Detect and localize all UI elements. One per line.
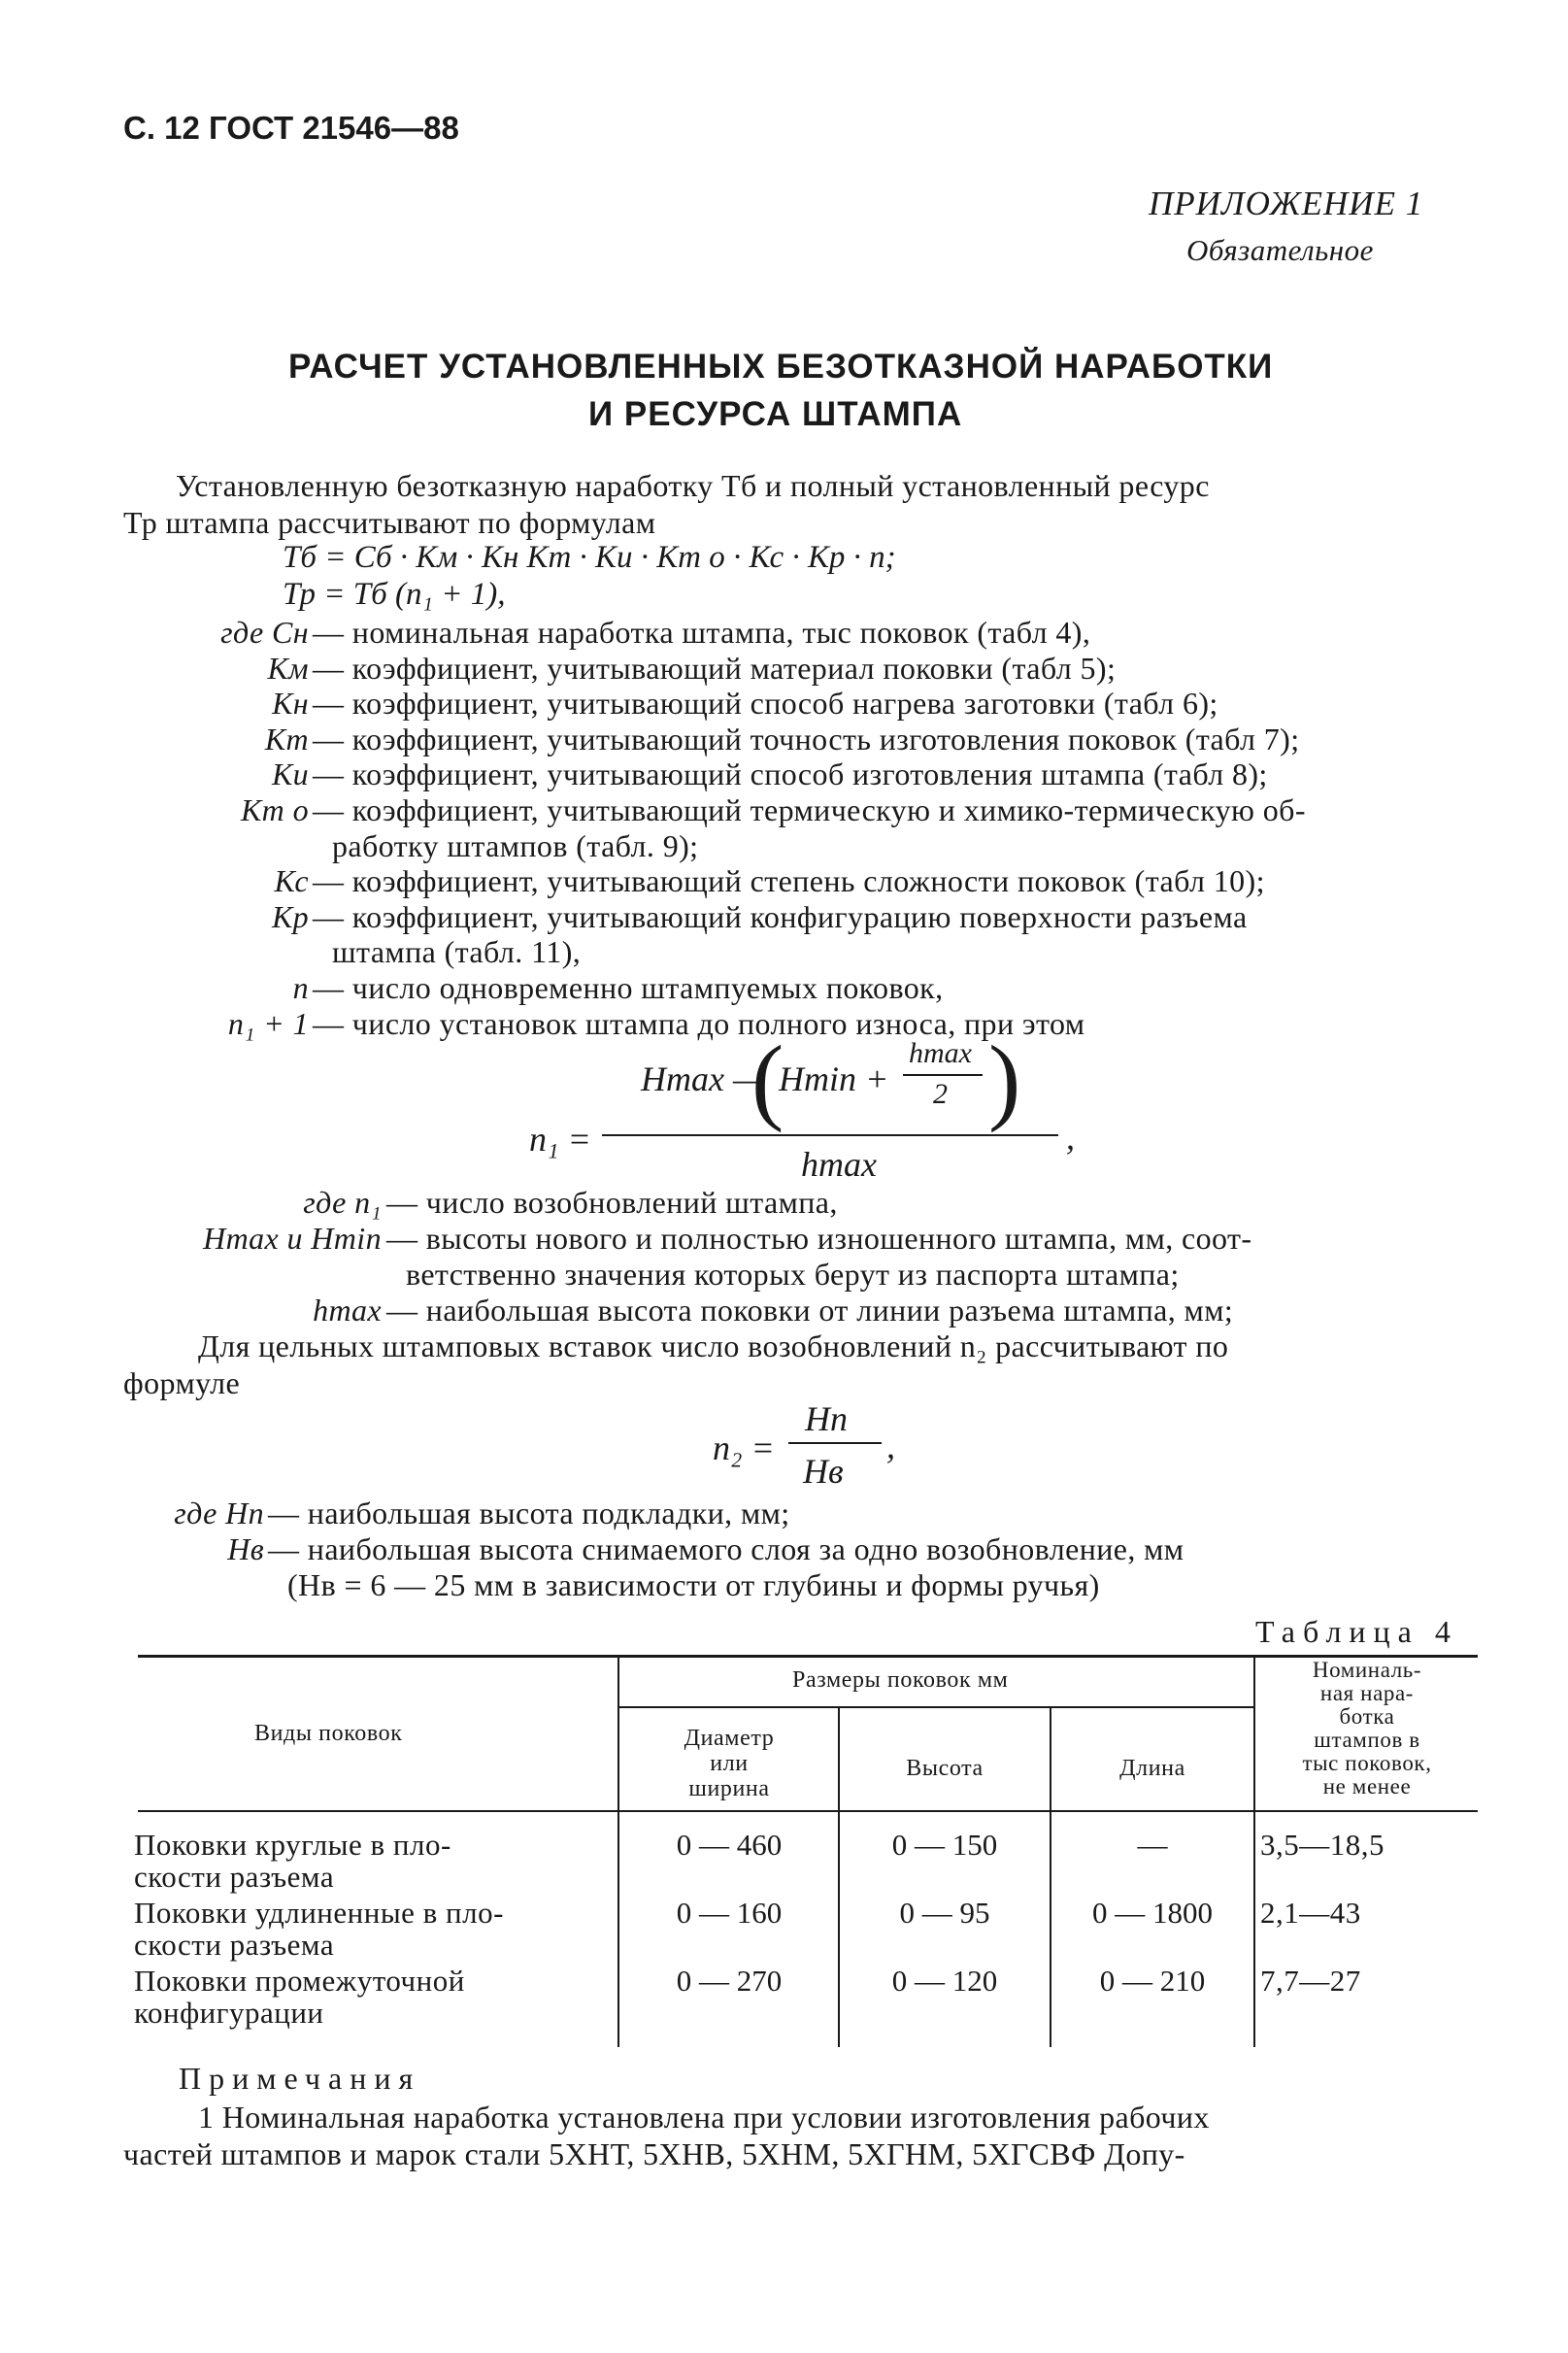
definition-text-continued: работку штампов (табл. 9);: [332, 827, 699, 863]
fraction-bar-n1: [602, 1134, 1058, 1136]
formula-tb: Тб = Сб · Км · Кн Кт · Ки · Кт о · Кс · Кр · n;: [283, 540, 896, 575]
definition-symbol: Ки: [271, 756, 309, 792]
definition-symbol: Кр: [271, 898, 309, 934]
table-cell-nominal: 7,7—27: [1260, 1964, 1361, 1998]
table-cell-height: 0 — 150: [891, 1828, 998, 1862]
table-cell-length: —: [1137, 1828, 1168, 1862]
n1-numerator-a: Hmax —: [641, 1059, 764, 1098]
definition-text: — высоты нового и полностью изношенного штампа, мм, соот-: [386, 1221, 1252, 1256]
definition-text: — коэффициент, учитывающий степень сложности поковок (табл 10);: [313, 863, 1265, 899]
definition-text: — коэффициент, учитывающий конфигурацию поверхности разъема: [313, 898, 1248, 934]
n2-numerator: Hп: [805, 1399, 848, 1438]
n1-lhs: n₁ =: [529, 1120, 591, 1159]
col-height-header: Высота: [906, 1756, 984, 1781]
col-sizes-header: Размеры поковок мм: [792, 1667, 1009, 1693]
n1-numerator-b: Hmin +: [779, 1059, 889, 1098]
table-cell-kind-continued: конфигурации: [134, 1996, 324, 2030]
inner-fraction-bar: [903, 1074, 983, 1076]
definition-symbol: n: [292, 970, 309, 1005]
definition-text: — коэффициент, учитывающий способ изготовления штампа (табл 8);: [313, 756, 1268, 792]
definition-symbol: n₁ + 1: [227, 1005, 309, 1041]
definition-symbol: Км: [267, 650, 309, 686]
fraction-bar-n2: [788, 1442, 882, 1444]
left-paren: (: [751, 1025, 784, 1133]
table-cell-kind-continued: скости разъема: [134, 1928, 335, 1962]
intro-line-2: Тр штампа рассчитывают по формулам: [123, 505, 656, 540]
n1-inner-numerator: hmax: [909, 1037, 972, 1069]
definition-text: — число одновременно штампуемых поковок,: [313, 970, 944, 1005]
n2-comma: ,: [886, 1427, 895, 1465]
definition-symbol: где Hп: [174, 1496, 264, 1530]
definition-text: — коэффициент, учитывающий способ нагрева заготовки (табл 6);: [313, 686, 1218, 722]
definition-text: — коэффициент, учитывающий термическую и химико-термическую об-: [313, 792, 1306, 827]
definition-text: — наибольшая высота подкладки, мм;: [268, 1496, 790, 1530]
right-paren: ): [988, 1025, 1021, 1133]
notes-heading: Примечания: [179, 2061, 421, 2096]
table-cell-kind: Поковки промежуточной: [134, 1964, 465, 1998]
table-cell-kind: Поковки удлиненные в пло-: [134, 1896, 504, 1930]
n2-lhs: n₂ =: [713, 1429, 775, 1467]
definition-text: — число установок штампа до полного износа, при этом: [313, 1005, 1085, 1041]
table-cell-height: 0 — 95: [899, 1896, 990, 1930]
table-subheader-rule: [617, 1706, 1253, 1708]
definition-symbol: hmax: [313, 1293, 382, 1328]
table-vline-4: [1253, 1657, 1255, 2047]
definition-text: — номинальная наработка штампа, тыс поковок (табл 4),: [313, 615, 1091, 650]
n2-denominator: Hв: [803, 1452, 844, 1491]
appendix-title: ПРИЛОЖЕНИЕ 1: [1149, 185, 1424, 222]
col-nominal-header: Номиналь- ная нара- ботка штампов в тыс поковок, не менее: [1302, 1658, 1432, 1798]
table-header-rule: [138, 1810, 1478, 1812]
definition-text: — число возобновлений штампа,: [386, 1185, 838, 1220]
table-cell-length: 0 — 1800: [1092, 1896, 1213, 1930]
definition-text-continued: (Hв = 6 — 25 мм в зависимости от глубины и формы ручья): [287, 1567, 1100, 1602]
table-cell-diameter: 0 — 160: [676, 1896, 783, 1930]
col-length-header: Длина: [1119, 1756, 1185, 1781]
table-vline-1: [617, 1657, 619, 2047]
n1-denominator: hmax: [801, 1145, 877, 1184]
definition-text: — наибольшая высота поковки от линии разъема штампа, мм;: [386, 1293, 1234, 1328]
definition-symbol: Hmax и Hmin: [203, 1221, 382, 1256]
definition-text-continued: штампа (табл. 11),: [332, 934, 582, 970]
note-1-line-1: 1 Номинальная наработка установлена при условии изготовления рабочих: [198, 2100, 1210, 2135]
note-1-line-2: частей штампов и марок стали 5ХНТ, 5ХНВ, 5ХНМ, 5ХГНМ, 5ХГСВФ Допу-: [123, 2136, 1185, 2171]
definition-text: — наибольшая высота снимаемого слоя за одно возобновление, мм: [268, 1531, 1184, 1566]
table-label: Таблица 4: [1255, 1614, 1458, 1649]
table-cell-nominal: 3,5—18,5: [1260, 1828, 1385, 1862]
section-title-line-1: РАСЧЕТ УСТАНОВЛЕННЫХ БЕЗОТКАЗНОЙ НАРАБОТКИ: [288, 348, 1274, 386]
table-top-rule: [138, 1655, 1478, 1658]
table-vline-3: [1050, 1708, 1051, 2047]
n1-comma: ,: [1066, 1118, 1075, 1157]
table-cell-height: 0 — 120: [891, 1964, 998, 1998]
para2-line-2: формуле: [123, 1365, 241, 1400]
table-vline-2: [838, 1708, 840, 2047]
n1-inner-denominator: 2: [933, 1078, 948, 1110]
definition-text-continued: ветственно значения которых берут из паспорта штампа;: [406, 1257, 1180, 1292]
page-reference: С. 12 ГОСТ 21546—88: [123, 110, 459, 146]
definition-text: — коэффициент, учитывающий материал поковки (табл 5);: [313, 650, 1117, 686]
definition-symbol: где Сн: [220, 615, 309, 650]
col-kind-header: Виды поковок: [254, 1721, 403, 1746]
definition-symbol: Hв: [227, 1531, 264, 1566]
definition-symbol: Кн: [272, 686, 309, 722]
formula-tr: Тр = Тб (n₁ + 1),: [283, 577, 506, 612]
col-diameter-header: Диаметр или ширина: [684, 1726, 775, 1801]
para2-line-1: Для цельных штамповых вставок число возобновлений n₂ рассчитывают по: [198, 1328, 1229, 1363]
intro-line-1: Установленную безотказную наработку Тб и полный установленный ресурс: [176, 468, 1210, 503]
definition-symbol: Кт: [264, 721, 309, 756]
table-cell-nominal: 2,1—43: [1260, 1896, 1361, 1930]
definition-symbol: Кс: [274, 863, 309, 899]
definition-symbol: где n₁: [303, 1185, 382, 1220]
appendix-status: Обязательное: [1186, 233, 1374, 267]
table-cell-diameter: 0 — 270: [676, 1964, 783, 1998]
definition-text: — коэффициент, учитывающий точность изготовления поковок (табл 7);: [313, 721, 1300, 756]
section-title-line-2: И РЕСУРСА ШТАМПА: [588, 395, 963, 433]
table-cell-kind: Поковки круглые в пло-: [134, 1828, 451, 1862]
table-cell-diameter: 0 — 460: [676, 1828, 783, 1862]
definition-symbol: Кт о: [241, 792, 309, 827]
table-cell-kind-continued: скости разъема: [134, 1860, 335, 1894]
table-cell-length: 0 — 210: [1099, 1964, 1206, 1998]
